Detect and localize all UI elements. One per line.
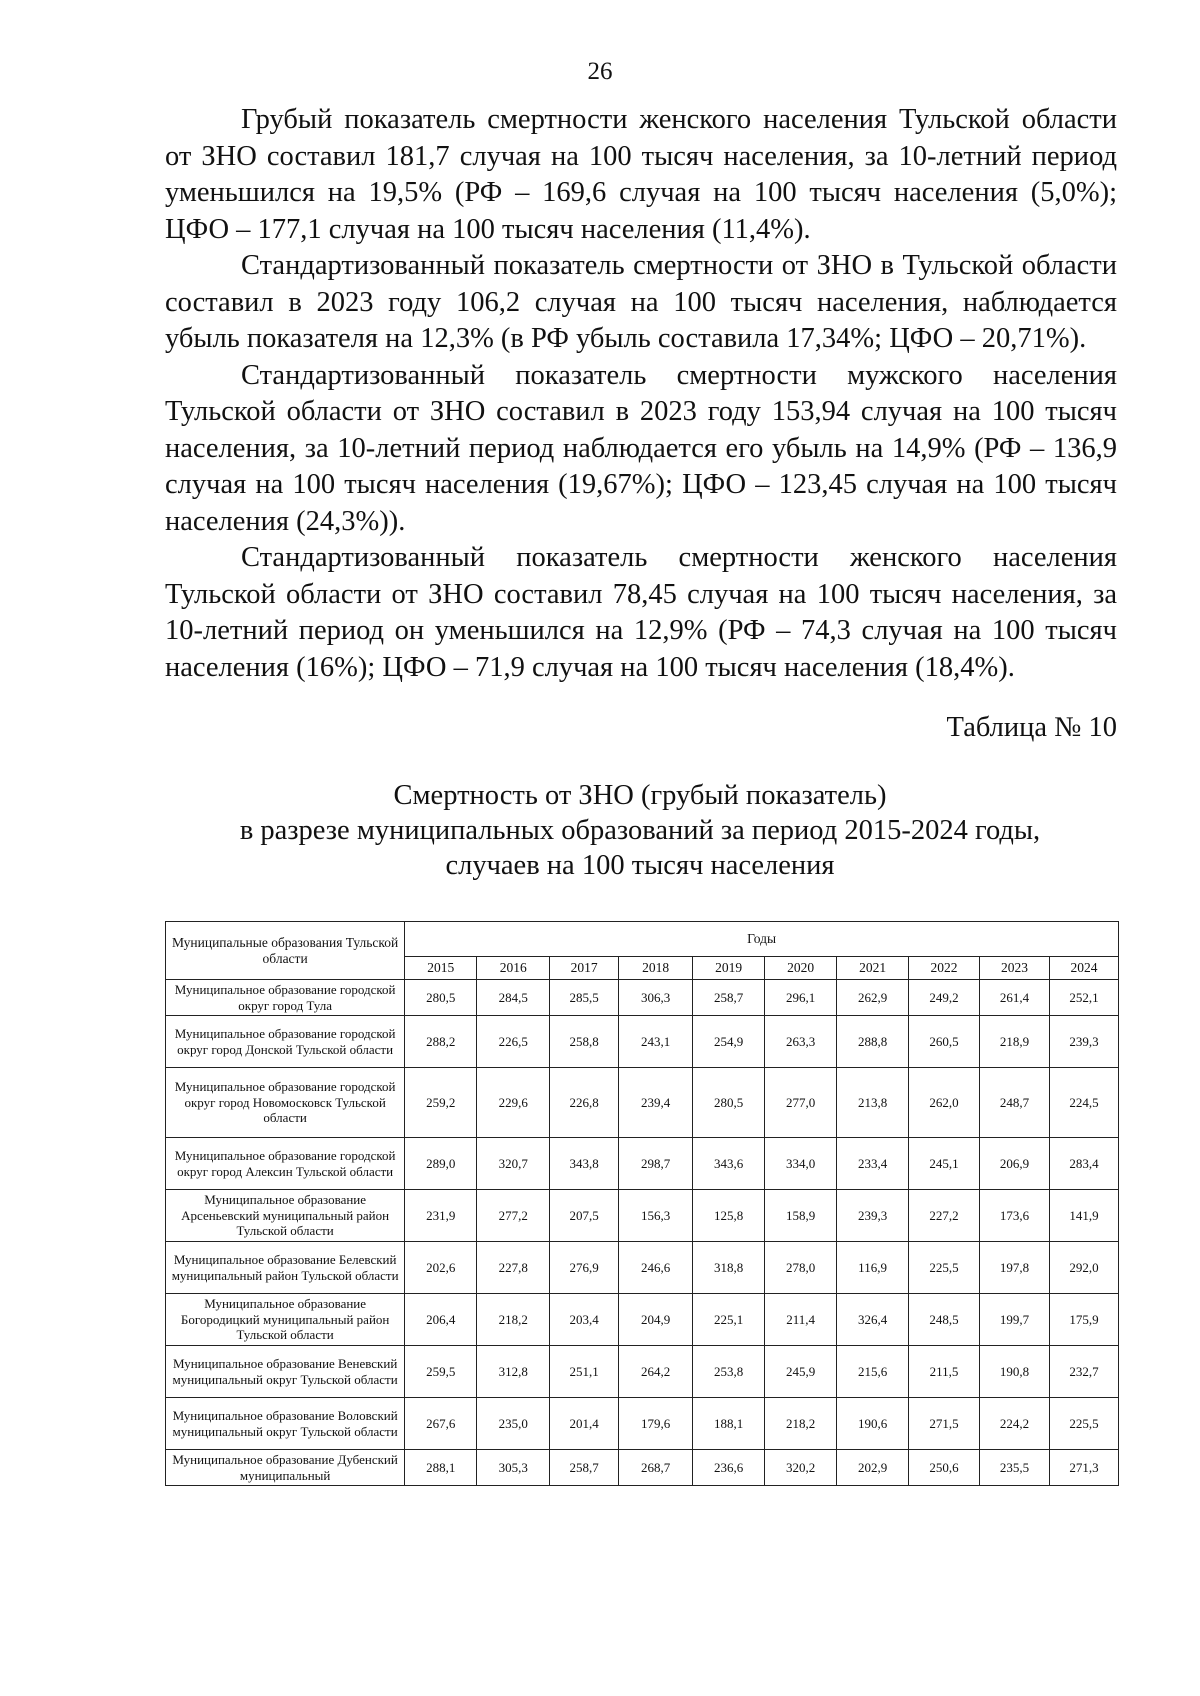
municipality-name: Муниципальное образование городской округ город Тула bbox=[166, 980, 405, 1016]
mortality-value: 248,5 bbox=[909, 1294, 980, 1346]
year-header: 2020 bbox=[765, 957, 837, 980]
mortality-value: 225,5 bbox=[1049, 1398, 1118, 1450]
mortality-value: 190,8 bbox=[980, 1346, 1050, 1398]
mortality-value: 246,6 bbox=[619, 1242, 693, 1294]
mortality-value: 175,9 bbox=[1049, 1294, 1118, 1346]
mortality-value: 215,6 bbox=[837, 1346, 909, 1398]
municipality-name: Муниципальное образование Арсеньевский муниципальный район Тульской области bbox=[166, 1190, 405, 1242]
mortality-value: 213,8 bbox=[837, 1068, 909, 1138]
table-header bbox=[166, 922, 1119, 980]
year-header: 2023 bbox=[980, 957, 1050, 980]
mortality-value: 188,1 bbox=[693, 1398, 765, 1450]
mortality-value: 288,1 bbox=[405, 1450, 477, 1486]
mortality-value: 258,7 bbox=[550, 1450, 619, 1486]
table-title bbox=[160, 778, 1120, 883]
mortality-value: 201,4 bbox=[550, 1398, 619, 1450]
year-header: 2015 bbox=[405, 957, 477, 980]
mortality-value: 258,7 bbox=[693, 980, 765, 1016]
mortality-value: 236,6 bbox=[693, 1450, 765, 1486]
year-header: 2017 bbox=[550, 957, 619, 980]
mortality-value: 305,3 bbox=[477, 1450, 550, 1486]
mortality-value: 245,9 bbox=[765, 1346, 837, 1398]
mortality-value: 306,3 bbox=[619, 980, 693, 1016]
mortality-value: 233,4 bbox=[837, 1138, 909, 1190]
mortality-value: 179,6 bbox=[619, 1398, 693, 1450]
mortality-value: 318,8 bbox=[693, 1242, 765, 1294]
mortality-value: 292,0 bbox=[1049, 1242, 1118, 1294]
mortality-value: 158,9 bbox=[765, 1190, 837, 1242]
municipality-name: Муниципальное образование Воловский муниципальный округ Тульской области bbox=[166, 1398, 405, 1450]
mortality-value: 248,7 bbox=[980, 1068, 1050, 1138]
mortality-value: 226,5 bbox=[477, 1016, 550, 1068]
mortality-value: 245,1 bbox=[909, 1138, 980, 1190]
mortality-value: 206,9 bbox=[980, 1138, 1050, 1190]
paragraph-female-crude-mortality: Грубый показатель смертности женского населения Тульской области от ЗНО составил 181,7 случая на 100 тысяч населения, за 10-летний период уменьшился на 19,5% (РФ – 169,6 случая на 100 тысяч населения (5,0%); ЦФО – 177,1 случая на 100 тысяч населения (11,4%). bbox=[165, 104, 1117, 245]
body-text bbox=[165, 102, 1117, 686]
mortality-value: 280,5 bbox=[693, 1068, 765, 1138]
mortality-value: 284,5 bbox=[477, 980, 550, 1016]
mortality-value: 253,8 bbox=[693, 1346, 765, 1398]
mortality-value: 197,8 bbox=[980, 1242, 1050, 1294]
mortality-value: 296,1 bbox=[765, 980, 837, 1016]
year-header: 2024 bbox=[1049, 957, 1118, 980]
mortality-value: 207,5 bbox=[550, 1190, 619, 1242]
mortality-value: 251,1 bbox=[550, 1346, 619, 1398]
table-row bbox=[166, 1450, 1119, 1486]
table-row bbox=[166, 1016, 1119, 1068]
mortality-value: 250,6 bbox=[909, 1450, 980, 1486]
mortality-value: 288,2 bbox=[405, 1016, 477, 1068]
mortality-value: 204,9 bbox=[619, 1294, 693, 1346]
mortality-value: 261,4 bbox=[980, 980, 1050, 1016]
mortality-value: 218,9 bbox=[980, 1016, 1050, 1068]
mortality-value: 227,8 bbox=[477, 1242, 550, 1294]
mortality-value: 173,6 bbox=[980, 1190, 1050, 1242]
mortality-value: 283,4 bbox=[1049, 1138, 1118, 1190]
year-header: 2019 bbox=[693, 957, 765, 980]
mortality-table bbox=[165, 921, 1119, 1486]
year-header: 2021 bbox=[837, 957, 909, 980]
table-row bbox=[166, 980, 1119, 1016]
paragraph-female-standardized-mortality: Стандартизованный показатель смертности женского населения Тульской области от ЗНО составил 78,45 случая на 100 тысяч населения, за 10-летний период он уменьшился на 12,9% (РФ – 74,3 случая на 100 тысяч населения (16%); ЦФО – 71,9 случая на 100 тысяч населения (18,4%). bbox=[165, 542, 1117, 683]
table-title-line: случаев на 100 тысяч населения bbox=[445, 850, 835, 881]
table-row bbox=[166, 1190, 1119, 1242]
mortality-value: 203,4 bbox=[550, 1294, 619, 1346]
mortality-value: 239,3 bbox=[1049, 1016, 1118, 1068]
mortality-value: 343,8 bbox=[550, 1138, 619, 1190]
mortality-value: 156,3 bbox=[619, 1190, 693, 1242]
mortality-value: 206,4 bbox=[405, 1294, 477, 1346]
mortality-value: 211,4 bbox=[765, 1294, 837, 1346]
mortality-value: 202,9 bbox=[837, 1450, 909, 1486]
table-title-line: в разрезе муниципальных образований за период 2015-2024 годы, bbox=[239, 815, 1041, 846]
mortality-value: 259,5 bbox=[405, 1346, 477, 1398]
mortality-value: 312,8 bbox=[477, 1346, 550, 1398]
table-row bbox=[166, 1068, 1119, 1138]
header-years: Годы bbox=[405, 922, 1119, 957]
mortality-value: 343,6 bbox=[693, 1138, 765, 1190]
mortality-value: 218,2 bbox=[765, 1398, 837, 1450]
mortality-value: 232,7 bbox=[1049, 1346, 1118, 1398]
table-row bbox=[166, 1346, 1119, 1398]
mortality-value: 227,2 bbox=[909, 1190, 980, 1242]
mortality-value: 224,2 bbox=[980, 1398, 1050, 1450]
mortality-value: 277,2 bbox=[477, 1190, 550, 1242]
year-header: 2022 bbox=[909, 957, 980, 980]
mortality-value: 277,0 bbox=[765, 1068, 837, 1138]
municipality-name: Муниципальное образование Богородицкий муниципальный район Тульской области bbox=[166, 1294, 405, 1346]
table-label: Таблица № 10 bbox=[946, 712, 1117, 743]
mortality-value: 258,8 bbox=[550, 1016, 619, 1068]
mortality-value: 235,0 bbox=[477, 1398, 550, 1450]
mortality-value: 235,5 bbox=[980, 1450, 1050, 1486]
mortality-value: 289,0 bbox=[405, 1138, 477, 1190]
mortality-value: 190,6 bbox=[837, 1398, 909, 1450]
mortality-value: 326,4 bbox=[837, 1294, 909, 1346]
mortality-value: 199,7 bbox=[980, 1294, 1050, 1346]
header-municipality: Муниципальные образования Тульской области bbox=[166, 922, 405, 980]
mortality-value: 243,1 bbox=[619, 1016, 693, 1068]
mortality-value: 263,3 bbox=[765, 1016, 837, 1068]
mortality-value: 285,5 bbox=[550, 980, 619, 1016]
mortality-value: 278,0 bbox=[765, 1242, 837, 1294]
paragraph-male-standardized-mortality: Стандартизованный показатель смертности мужского населения Тульской области от ЗНО составил в 2023 году 153,94 случая на 100 тысяч населения, за 10-летний период наблюдается его убыль на 14,9% (РФ – 136,9 случая на 100 тысяч населения (19,67%); ЦФО – 123,45 случая на 100 тысяч населения (24,3%)). bbox=[165, 359, 1117, 537]
municipality-name: Муниципальное образование городской округ город Новомосковск Тульской области bbox=[166, 1068, 405, 1138]
mortality-value: 211,5 bbox=[909, 1346, 980, 1398]
table-row bbox=[166, 1294, 1119, 1346]
municipality-name: Муниципальное образование Дубенский муниципальный bbox=[166, 1450, 405, 1486]
table-row bbox=[166, 1398, 1119, 1450]
mortality-value: 298,7 bbox=[619, 1138, 693, 1190]
mortality-value: 267,6 bbox=[405, 1398, 477, 1450]
mortality-value: 226,8 bbox=[550, 1068, 619, 1138]
mortality-value: 116,9 bbox=[837, 1242, 909, 1294]
year-header: 2018 bbox=[619, 957, 693, 980]
mortality-value: 280,5 bbox=[405, 980, 477, 1016]
table-row bbox=[166, 1138, 1119, 1190]
mortality-value: 276,9 bbox=[550, 1242, 619, 1294]
mortality-value: 268,7 bbox=[619, 1450, 693, 1486]
mortality-value: 239,3 bbox=[837, 1190, 909, 1242]
mortality-value: 271,3 bbox=[1049, 1450, 1118, 1486]
mortality-value: 125,8 bbox=[693, 1190, 765, 1242]
mortality-value: 320,7 bbox=[477, 1138, 550, 1190]
mortality-value: 249,2 bbox=[909, 980, 980, 1016]
mortality-value: 229,6 bbox=[477, 1068, 550, 1138]
municipality-name: Муниципальное образование Веневский муниципальный округ Тульской области bbox=[166, 1346, 405, 1398]
mortality-value: 202,6 bbox=[405, 1242, 477, 1294]
mortality-value: 225,1 bbox=[693, 1294, 765, 1346]
mortality-value: 259,2 bbox=[405, 1068, 477, 1138]
mortality-value: 254,9 bbox=[693, 1016, 765, 1068]
municipality-name: Муниципальное образование городской округ город Алексин Тульской области bbox=[166, 1138, 405, 1190]
mortality-value: 239,4 bbox=[619, 1068, 693, 1138]
mortality-value: 231,9 bbox=[405, 1190, 477, 1242]
mortality-value: 218,2 bbox=[477, 1294, 550, 1346]
paragraph-standardized-mortality: Стандартизованный показатель смертности от ЗНО в Тульской области составил в 2023 году 106,2 случая на 100 тысяч населения, наблюдается убыль показателя на 12,3% (в РФ убыль составила 17,34%; ЦФО – 20,71%). bbox=[165, 250, 1117, 354]
mortality-value: 141,9 bbox=[1049, 1190, 1118, 1242]
table-title-line: Смертность от ЗНО (грубый показатель) bbox=[393, 780, 887, 811]
mortality-value: 262,0 bbox=[909, 1068, 980, 1138]
mortality-value: 271,5 bbox=[909, 1398, 980, 1450]
mortality-value: 260,5 bbox=[909, 1016, 980, 1068]
mortality-value: 334,0 bbox=[765, 1138, 837, 1190]
mortality-value: 264,2 bbox=[619, 1346, 693, 1398]
mortality-value: 224,5 bbox=[1049, 1068, 1118, 1138]
table-row bbox=[166, 1242, 1119, 1294]
mortality-value: 252,1 bbox=[1049, 980, 1118, 1016]
table-body bbox=[166, 980, 1119, 1486]
page-number: 26 bbox=[587, 58, 613, 85]
mortality-value: 320,2 bbox=[765, 1450, 837, 1486]
mortality-value: 288,8 bbox=[837, 1016, 909, 1068]
year-header: 2016 bbox=[477, 957, 550, 980]
municipality-name: Муниципальное образование городской округ город Донской Тульской области bbox=[166, 1016, 405, 1068]
mortality-value: 225,5 bbox=[909, 1242, 980, 1294]
mortality-value: 262,9 bbox=[837, 980, 909, 1016]
municipality-name: Муниципальное образование Белевский муниципальный район Тульской области bbox=[166, 1242, 405, 1294]
